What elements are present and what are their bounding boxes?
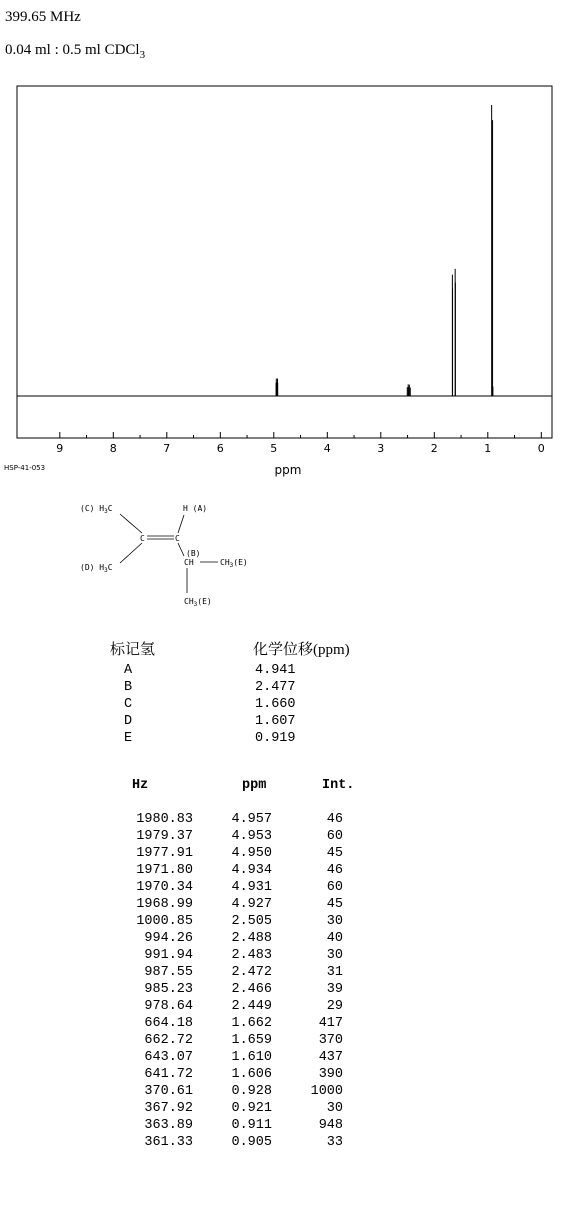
x-tick-label: 0: [537, 442, 545, 455]
shift-value: 4.941: [255, 663, 296, 678]
peak-intensity: 46: [326, 812, 343, 827]
peak-hz: 363.89: [144, 1118, 193, 1133]
peak-ppm: 1.662: [231, 1016, 272, 1031]
bond-c2-hydrogen-a: [178, 515, 184, 533]
peak-row: [0, 931, 570, 948]
peak-header-ppm: ppm: [242, 778, 267, 793]
carbon-2: C: [175, 534, 180, 543]
peak-intensity: 1000: [310, 1084, 343, 1099]
peak-intensity: 40: [326, 931, 343, 946]
plot-frame: [17, 86, 552, 438]
peak-intensity: 30: [326, 948, 343, 963]
peak-intensity: 30: [326, 914, 343, 929]
peak-ppm: 0.921: [231, 1101, 272, 1116]
peak-hz: 994.26: [144, 931, 193, 946]
carbon-1: C: [140, 534, 145, 543]
concentration-text: 0.04 ml : 0.5 ml CDCl: [5, 42, 140, 58]
peak-row: [0, 914, 570, 931]
peak-hz: 1977.91: [136, 846, 193, 861]
methyl-d-label: (D) $H_3C$: [80, 563, 113, 574]
shift-hydrogen-label: C: [124, 697, 133, 712]
peak-ppm: 2.483: [231, 948, 272, 963]
peak-hz: 643.07: [144, 1050, 193, 1065]
peak-ppm: 4.950: [231, 846, 272, 861]
peak-row: [0, 863, 570, 880]
peak-row: [0, 948, 570, 965]
peak-intensity: 30: [326, 1101, 343, 1116]
peak-hz: 361.33: [144, 1135, 193, 1150]
peak-row: [0, 829, 570, 846]
peak-hz: 1979.37: [136, 829, 193, 844]
x-axis-label: ppm: [274, 463, 302, 477]
peak-hz: 987.55: [144, 965, 193, 980]
peak-ppm: 4.957: [231, 812, 272, 827]
peak-ppm: 0.905: [231, 1135, 272, 1150]
x-tick-label: 6: [216, 442, 224, 455]
peak-hz: 978.64: [144, 999, 193, 1014]
peak-row: [0, 982, 570, 999]
shift-hydrogen-label: A: [124, 663, 133, 678]
peaks-layer: [276, 105, 493, 396]
x-axis-ticks: [56, 432, 545, 455]
peak-ppm: 4.953: [231, 829, 272, 844]
molecule-structure: [60, 493, 280, 611]
peak-row: [0, 1118, 570, 1135]
shift-table-header-hydrogen: 标记氢: [110, 642, 156, 658]
hydrogen-b-label: (B): [186, 549, 201, 558]
peak-intensity: 417: [318, 1016, 343, 1031]
x-tick-label: 3: [377, 442, 385, 455]
peak-hz: 1968.99: [136, 897, 193, 912]
sample-id: HSP-41-053: [4, 464, 46, 472]
peak-intensity: 390: [318, 1067, 343, 1082]
methyl-e-right: $CH_3(E)$: [220, 558, 248, 569]
peak-row: [0, 846, 570, 863]
nmr-spectrum-chart: [0, 70, 570, 480]
peak-row: [0, 812, 570, 829]
peak-row: [0, 1016, 570, 1033]
peak-row: [0, 1101, 570, 1118]
peak-intensity: 31: [326, 965, 343, 980]
peak-ppm: 4.931: [231, 880, 272, 895]
peak-intensity: 60: [326, 880, 343, 895]
peak-intensity: 45: [326, 897, 343, 912]
peak-row: [0, 897, 570, 914]
x-tick-label: 8: [109, 442, 117, 455]
peak-hz: 991.94: [144, 948, 193, 963]
peak-ppm: 4.927: [231, 897, 272, 912]
peak-row: [0, 965, 570, 982]
x-tick-label: 1: [484, 442, 492, 455]
shift-value: 1.607: [255, 714, 296, 729]
peak-intensity: 370: [318, 1033, 343, 1048]
x-tick-label: 4: [323, 442, 331, 455]
peak-row: [0, 1067, 570, 1084]
peak-ppm: 2.449: [231, 999, 272, 1014]
peak-ppm: 1.659: [231, 1033, 272, 1048]
hydrogen-a-label: H (A): [183, 504, 208, 513]
peak-header-int: Int.: [322, 778, 355, 793]
peak-intensity: 33: [326, 1135, 343, 1150]
peak-row: [0, 1050, 570, 1067]
peak-hz: 641.72: [144, 1067, 193, 1082]
bond-c2-ch: [178, 543, 184, 556]
shift-value: 2.477: [255, 680, 296, 695]
bond-c1-methyl-c: [120, 514, 142, 533]
methyl-c-label: (C) $H_3C$: [80, 504, 113, 515]
peak-ppm: 0.911: [231, 1118, 272, 1133]
x-tick-label: 9: [56, 442, 64, 455]
peak-intensity: 60: [326, 829, 343, 844]
peak-row: [0, 1135, 570, 1152]
peak-row: [0, 880, 570, 897]
peak-header-hz: Hz: [132, 778, 149, 793]
bond-c1-methyl-d: [120, 543, 142, 563]
peak-intensity: 29: [326, 999, 343, 1014]
concentration-subscript: 3: [139, 49, 146, 61]
methyl-e-down: $CH_3(E)$: [184, 597, 212, 608]
peak-hz: 1980.83: [136, 812, 193, 827]
peak-ppm: 2.472: [231, 965, 272, 980]
peak-row: [0, 1033, 570, 1050]
spectrometer-frequency: 399.65 MHz: [5, 9, 81, 25]
shift-hydrogen-label: B: [124, 680, 133, 695]
peak-ppm: 2.505: [231, 914, 272, 929]
peak-row: [0, 999, 570, 1016]
peak-hz: 370.61: [144, 1084, 193, 1099]
shift-hydrogen-label: D: [124, 714, 133, 729]
x-tick-label: 2: [430, 442, 438, 455]
peak-intensity: 39: [326, 982, 343, 997]
x-tick-label: 5: [270, 442, 278, 455]
peak-intensity: 45: [326, 846, 343, 861]
peak-ppm: 2.488: [231, 931, 272, 946]
peak-hz: 985.23: [144, 982, 193, 997]
peak-row: [0, 1084, 570, 1101]
peak-ppm: 2.466: [231, 982, 272, 997]
peak-hz: 664.18: [144, 1016, 193, 1031]
shift-value: 0.919: [255, 731, 296, 746]
peak-hz: 367.92: [144, 1101, 193, 1116]
peak-ppm: 0.928: [231, 1084, 272, 1099]
methine-ch: CH: [184, 558, 194, 567]
shift-table-header-shift: 化学位移(ppm): [253, 642, 350, 658]
sample-concentration: [5, 42, 145, 61]
shift-hydrogen-label: E: [124, 731, 133, 746]
peak-hz: 1000.85: [136, 914, 193, 929]
peak-ppm: 1.610: [231, 1050, 272, 1065]
peak-ppm: 1.606: [231, 1067, 272, 1082]
x-tick-label: 7: [163, 442, 171, 455]
peak-intensity: 46: [326, 863, 343, 878]
peak-intensity: 437: [318, 1050, 343, 1065]
peak-intensity: 948: [318, 1118, 343, 1133]
peak-hz: 1970.34: [136, 880, 193, 895]
peak-hz: 662.72: [144, 1033, 193, 1048]
peak-ppm: 4.934: [231, 863, 272, 878]
shift-value: 1.660: [255, 697, 296, 712]
peak-hz: 1971.80: [136, 863, 193, 878]
